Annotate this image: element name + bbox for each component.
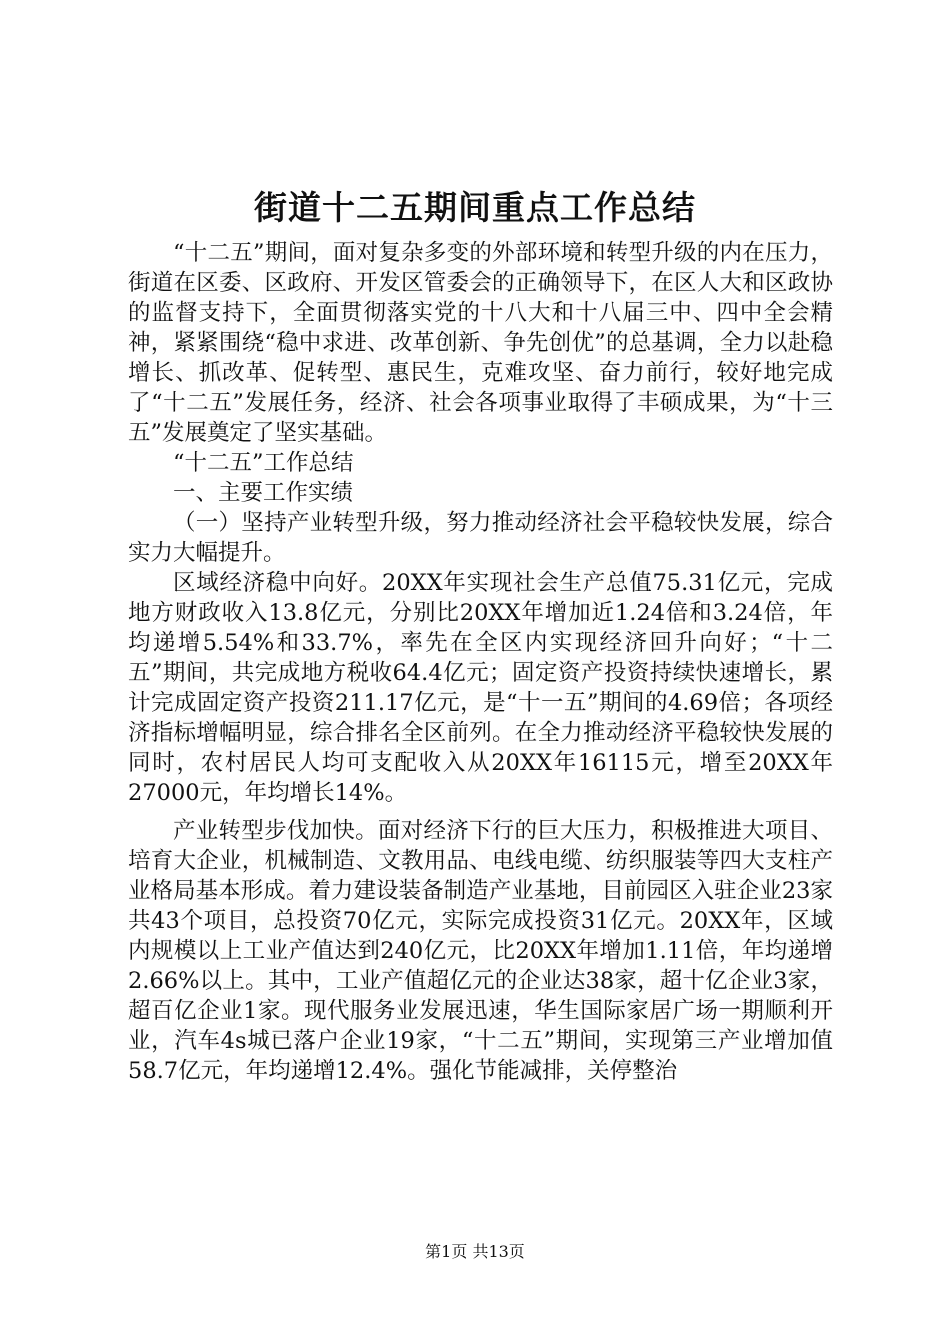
paragraph-regional-economy: 区域经济稳中向好。20XX年实现社会生产总值75.31亿元，完成地方财政收入13.8亿元，分别比20XX年增加近1.24倍和3.24倍，年均递增5.54%和33.7%，率先在全区内实现经济回升向好；“十二五”期间，共完成地方税收64.4亿元；固定资产投资持续快速增长，累计完成固定资产投资211.17亿元，是“十一五”期间的4.69倍；各项经济指标增幅明显，综合排名全区前列。在全力推动经济平稳较快发展的同时，农村居民人均可支配收入从20XX年16115元，增至20XX年27000元，年均增长14%。 <box>128 570 833 806</box>
section-heading-summary: “十二五”工作总结 <box>173 450 354 476</box>
subsection-heading-industry: （一）坚持产业转型升级，努力推动经济社会平稳较快发展，综合实力大幅提升。 <box>128 510 833 566</box>
section-heading-achievements: 一、主要工作实绩 <box>173 480 354 506</box>
document-title: 街道十二五期间重点工作总结 <box>254 188 696 227</box>
paragraph-industry-transformation: 产业转型步伐加快。面对经济下行的巨大压力，积极推进大项目、培育大企业，机械制造、文教用品、电线电缆、纺织服装等四大支柱产业格局基本形成。着力建设装备制造产业基地，目前园区入驻企业23家共43个项目，总投资70亿元，实际完成投资31亿元。20XX年，区域内规模以上工业产值达到240亿元，比20XX年增加1.11倍，年均递增2.66%以上。其中，工业产值超亿元的企业达38家，超十亿企业3家，超百亿企业1家。现代服务业发展迅速，华生国际家居广场一期顺利开业，汽车4s城已落户企业19家，“十二五”期间，实现第三产业增加值58.7亿元，年均递增12.4%。强化节能减排，关停整治 <box>128 818 833 1084</box>
intro-paragraph: “十二五”期间，面对复杂多变的外部环境和转型升级的内在压力，街道在区委、区政府、开发区管委会的正确领导下，在区人大和区政协的监督支持下，全面贯彻落实党的十八大和十八届三中、四中全会精神，紧紧围绕“稳中求进、改革创新、争先创优”的总基调，全力以赴稳增长、抓改革、促转型、惠民生，克难攻坚、奋力前行，较好地完成了“十二五”发展任务，经济、社会各项事业取得了丰硕成果，为“十三五”发展奠定了坚实基础。 <box>128 240 833 446</box>
page-footer: 第1页 共13页 <box>425 1242 525 1261</box>
document-body <box>128 238 833 1086</box>
